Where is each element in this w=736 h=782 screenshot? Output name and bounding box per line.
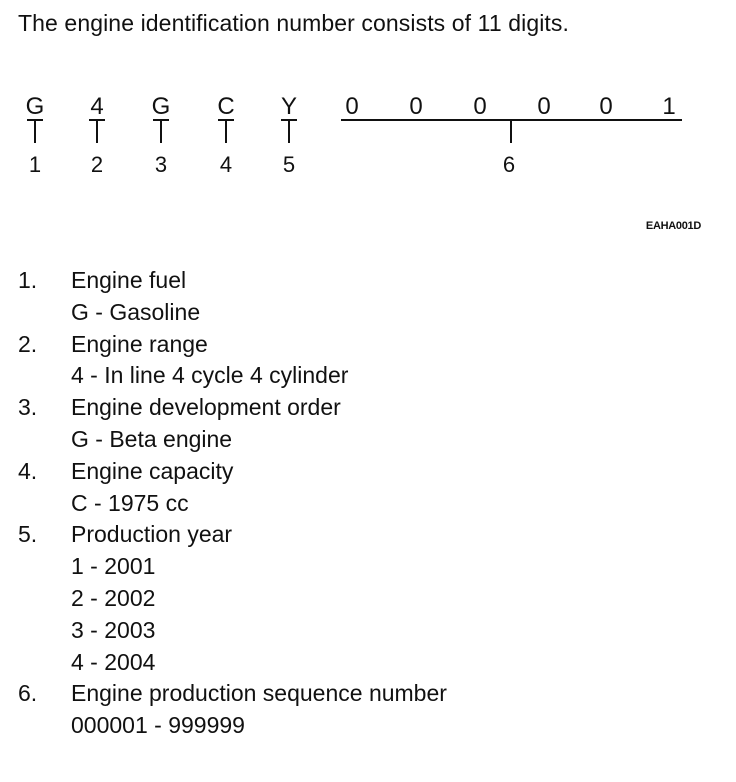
- engine-number-diagram: [0, 0, 736, 240]
- item-value: C - 1975 cc: [71, 489, 189, 516]
- item-title: Engine range: [71, 330, 208, 357]
- item-title: Engine development order: [71, 394, 341, 421]
- sequence-group: [341, 93, 682, 177]
- intro-text: The engine identification number consists of 11 digits.: [18, 10, 569, 36]
- sequence-digit-2: 0: [409, 93, 423, 120]
- item-number: 5.: [18, 521, 38, 548]
- position-number-4: 4: [219, 152, 233, 177]
- code-char-2: [89, 93, 105, 177]
- sequence-digit-5: 0: [599, 93, 613, 120]
- list-item: [0, 392, 736, 456]
- code-char-3: [152, 93, 171, 177]
- item-value: 000001 - 999999: [71, 712, 245, 739]
- position-number-6: 6: [502, 152, 516, 177]
- item-value: 2 - 2002: [71, 584, 156, 611]
- item-number: 3.: [18, 394, 38, 421]
- list-item: [0, 265, 736, 329]
- item-number: 6.: [18, 680, 38, 707]
- code-char-1: [26, 93, 45, 177]
- item-title: Production year: [71, 521, 233, 548]
- code-char-5: [281, 93, 297, 177]
- item-number: 2.: [18, 330, 38, 357]
- definition-list: [0, 265, 736, 742]
- figure-label: EAHA001D: [645, 220, 701, 232]
- sequence-digit-6: 1: [662, 93, 676, 120]
- sequence-digit-3: 0: [473, 93, 487, 120]
- item-number: 1.: [18, 267, 38, 293]
- item-title: Engine capacity: [71, 457, 234, 484]
- code-char-1-letter: G: [25, 93, 45, 120]
- sequence-digit-1: 0: [345, 93, 359, 120]
- item-value: 1 - 2001: [71, 553, 156, 580]
- code-char-3-letter: G: [151, 93, 171, 120]
- list-item: [0, 456, 736, 520]
- item-value: G - Gasoline: [71, 298, 201, 325]
- position-number-2: 2: [90, 152, 104, 177]
- code-char-4: [217, 93, 234, 177]
- position-number-1: 1: [28, 152, 42, 177]
- list-item: [0, 678, 736, 742]
- list-item: [0, 329, 736, 393]
- item-value: 4 - In line 4 cycle 4 cylinder: [71, 362, 349, 389]
- item-number: 4.: [18, 457, 38, 484]
- list-item: [0, 519, 736, 678]
- sequence-digit-4: 0: [537, 93, 551, 120]
- item-value: G - Beta engine: [71, 425, 233, 452]
- item-title: Engine fuel: [71, 267, 187, 293]
- item-value: 4 - 2004: [71, 648, 156, 675]
- code-char-4-letter: C: [217, 93, 235, 120]
- position-number-3: 3: [154, 152, 168, 177]
- position-number-5: 5: [282, 152, 296, 177]
- code-char-2-letter: 4: [90, 93, 104, 120]
- item-value: 3 - 2003: [71, 616, 156, 643]
- item-title: Engine production sequence number: [71, 680, 447, 707]
- code-char-5-letter: Y: [280, 93, 298, 120]
